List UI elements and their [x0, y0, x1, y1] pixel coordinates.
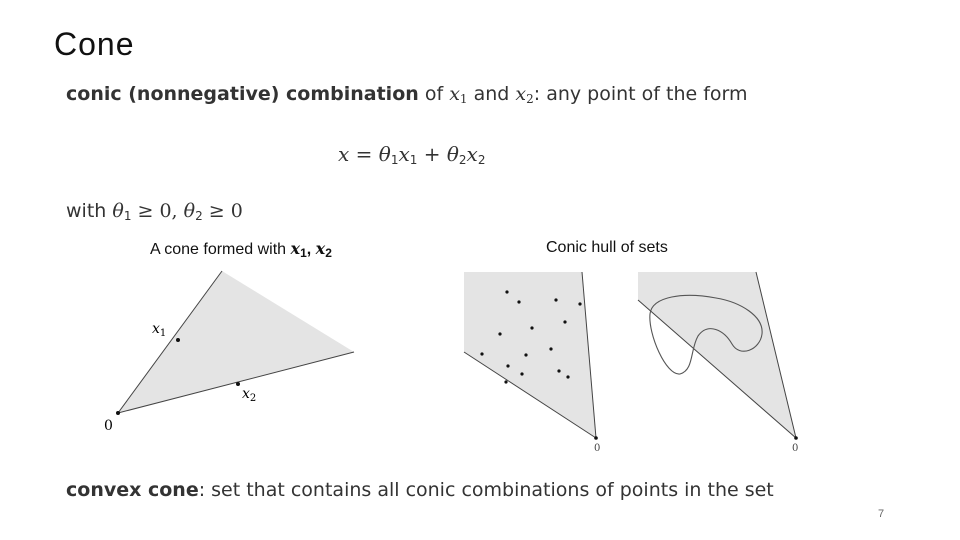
origin-point: [794, 436, 798, 440]
convex-cone-term: convex cone: [66, 479, 199, 501]
definition-rest: : any point of the form: [533, 83, 748, 105]
definition-term: conic (nonnegative) combination: [66, 83, 419, 105]
definition-x1: $x_1$: [449, 83, 468, 106]
conic-hull-points-figure: [462, 270, 610, 456]
origin-label: 0: [792, 443, 799, 454]
hull-region: [464, 272, 596, 438]
convex-cone-rest: : set that contains all conic combinations of points in the set: [198, 479, 774, 501]
conic-combination-formula: $x = \theta_1x_1 + \theta_2x_2$: [338, 142, 486, 167]
x2-point: [236, 382, 240, 386]
page-number: 7: [878, 508, 885, 520]
conic-hull-caption: Conic hull of sets: [546, 239, 668, 256]
cone-region: [118, 271, 354, 413]
definition-and: and: [473, 83, 510, 105]
x2-label: $x_2$: [242, 386, 257, 404]
cone-figure: [100, 262, 370, 437]
x1-point: [176, 338, 180, 342]
definition-of: of: [424, 83, 444, 105]
origin-point: [594, 436, 598, 440]
conic-hull-curve-figure: [636, 270, 806, 456]
definition-x2: $x_2$: [515, 83, 534, 106]
origin-point: [116, 411, 120, 415]
convex-cone-definition: [66, 479, 774, 501]
origin-label: 0: [594, 443, 601, 454]
conic-combination-definition: [66, 83, 748, 106]
nonnegativity-condition: with $\theta_1 \ge 0$, $\theta_2 \ge 0$: [66, 200, 243, 223]
slide-title: Cone: [54, 26, 135, 62]
cone-caption: A cone formed with $x_1$, $x_2$: [150, 239, 332, 260]
origin-label: 0: [104, 418, 113, 434]
hull-region: [638, 272, 796, 438]
x1-label: $x_1$: [152, 321, 167, 339]
